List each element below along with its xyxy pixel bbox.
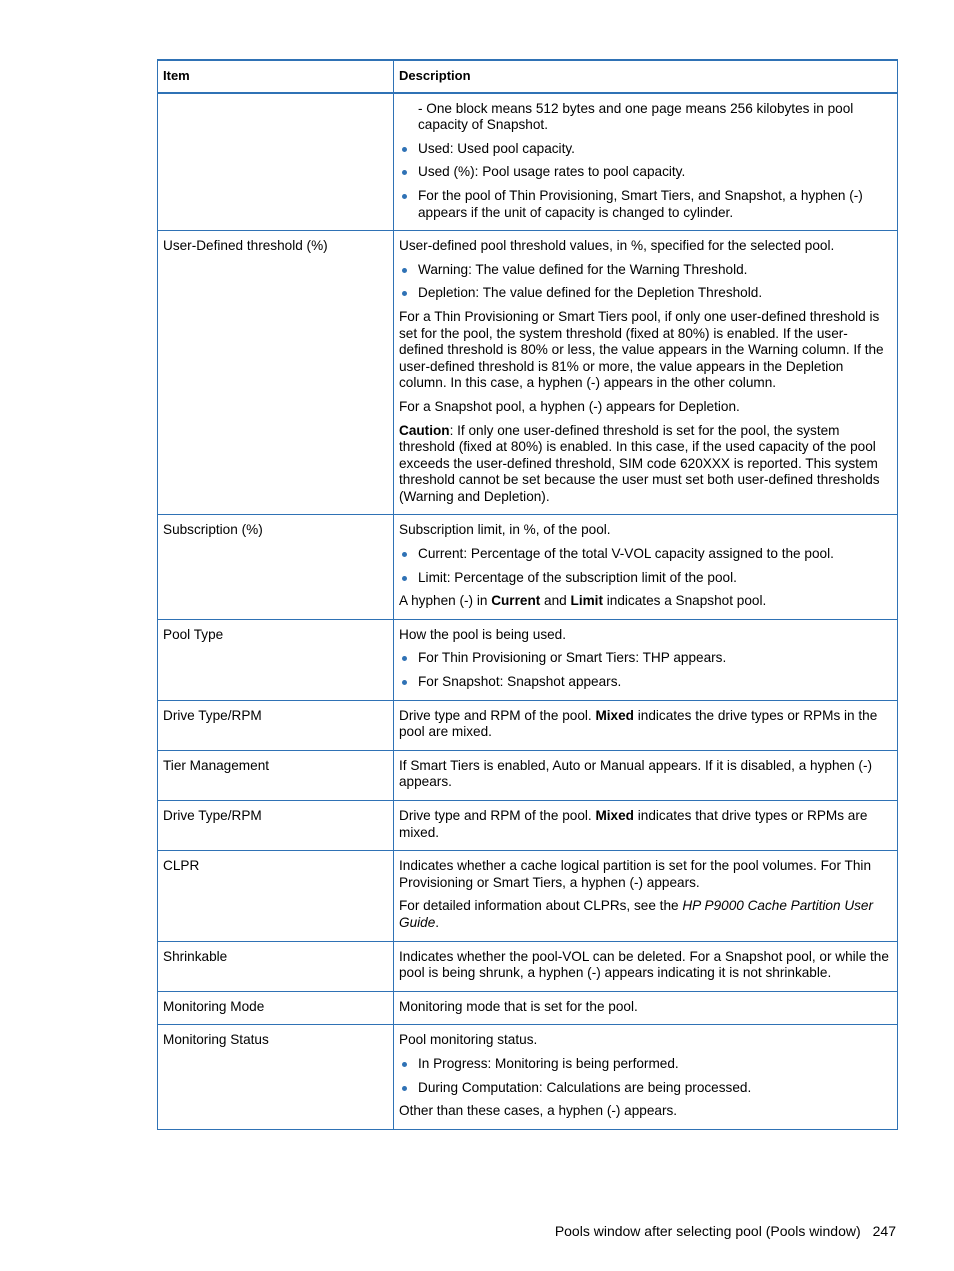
list-item: During Computation: Calculations are being processed.: [399, 1080, 892, 1097]
table-row: [158, 619, 898, 700]
list-item: Used (%): Pool usage rates to pool capacity.: [399, 164, 892, 181]
row-description-monitoring-mode: Monitoring mode that is set for the pool.: [394, 991, 898, 1025]
bullet-list: [399, 262, 892, 302]
header-item: Item: [158, 60, 394, 93]
caution-note: [399, 423, 892, 506]
row-description-tier-management: If Smart Tiers is enabled, Auto or Manual appears. If it is disabled, a hyphen (-) appears.: [394, 750, 898, 800]
row-description-threshold: [394, 231, 898, 515]
row-item-capacity: [158, 93, 394, 231]
table-row: [158, 1025, 898, 1129]
guide-title: HP P9000 Cache Partition User Guide: [399, 898, 874, 930]
row-item-subscription: Subscription (%): [158, 515, 394, 619]
drive-type-text: [399, 708, 892, 741]
row-description-pool-type: [394, 619, 898, 700]
capacity-note: - One block means 512 bytes and one page means 256 kilobytes in pool capacity of Snapshot.: [418, 100, 854, 133]
note-text: and: [540, 593, 571, 609]
row-description-clpr: [394, 851, 898, 941]
description-table: [157, 59, 898, 1130]
row-item-pool-type: Pool Type: [158, 619, 394, 700]
threshold-paragraph: For a Thin Provisioning or Smart Tiers pool, if only one user-defined threshold is set for the pool, the system threshold (fixed at 80%) is enabled. If the user-defined threshold is 80% or less, the value appears in the Warning column. If the user-defined threshold is 81% or more, the value appears in the Depletion column. In this case, a hyphen (-) appears in the other column.: [399, 308, 884, 391]
row-description-drive-type: [394, 700, 898, 750]
row-item-tier-management: Tier Management: [158, 750, 394, 800]
row-item-shrinkable: Shrinkable: [158, 941, 394, 991]
text-span: For detailed information about CLPRs, see the: [399, 898, 683, 914]
page-number: 247: [872, 1223, 896, 1239]
row-description-monitoring-status: [394, 1025, 898, 1129]
header-description: Description: [394, 60, 898, 93]
table-header-row: [158, 60, 898, 93]
table-row: [158, 750, 898, 800]
bold-span: Mixed: [595, 707, 634, 723]
note-bold: Current: [491, 593, 541, 609]
caution-text: : If only one user-defined threshold is set for the pool, the system threshold (fixed at 80%) is enabled. In this case, if the used capacity of the pool exceeds the user-defined threshold, SIM code 620XXX is reported. This system threshold cannot be set because the user must set both user-defined thresholds (Warning and Depletion).: [399, 422, 880, 504]
row-item-drive-type: Drive Type/RPM: [158, 700, 394, 750]
row-item-monitoring-status: Monitoring Status: [158, 1025, 394, 1129]
list-item: In Progress: Monitoring is being performed.: [399, 1056, 892, 1073]
table-row: [158, 941, 898, 991]
list-item: Current: Percentage of the total V-VOL capacity assigned to the pool.: [399, 546, 892, 563]
bullet-list: [399, 1056, 892, 1096]
footer-section-title: Pools window after selecting pool (Pools window): [554, 1223, 861, 1239]
text-span: indicates the drive types or RPMs in the pool are mixed.: [399, 707, 878, 740]
note-bold: Limit: [570, 593, 603, 609]
threshold-snapshot-note: For a Snapshot pool, a hyphen (-) appears for Depletion.: [399, 398, 740, 414]
row-item-clpr: CLPR: [158, 851, 394, 941]
row-description-drive-type-2: [394, 801, 898, 851]
table-row: [158, 700, 898, 750]
row-item-monitoring-mode: Monitoring Mode: [158, 991, 394, 1025]
drive-type-text: [399, 808, 892, 841]
bullet-list: [399, 546, 892, 586]
row-description-capacity: [394, 93, 898, 231]
table-row: [158, 991, 898, 1025]
text-span: .: [435, 914, 440, 930]
text-span: Drive type and RPM of the pool.: [399, 808, 596, 823]
text-span: Drive type and RPM of the pool.: [399, 707, 596, 723]
list-item: Warning: The value defined for the Warning Threshold.: [399, 262, 892, 279]
list-item: For Snapshot: Snapshot appears.: [399, 674, 892, 691]
bullet-list: [399, 141, 892, 221]
table-row: [158, 93, 898, 231]
note-text: indicates a Snapshot pool.: [603, 593, 767, 609]
bold-span: Mixed: [595, 808, 634, 823]
clpr-reference: [399, 898, 892, 931]
table-row: [158, 515, 898, 619]
list-item: For the pool of Thin Provisioning, Smart Tiers, and Snapshot, a hyphen (-) appears if the unit of capacity is changed to cylinder.: [399, 188, 892, 221]
row-item-drive-type-2: Drive Type/RPM: [158, 801, 394, 851]
page-footer: [555, 1223, 896, 1239]
row-item-threshold: User-Defined threshold (%): [158, 231, 394, 515]
subscription-intro: Subscription limit, in %, of the pool.: [399, 522, 611, 538]
monitoring-status-intro: Pool monitoring status.: [399, 1032, 538, 1048]
subscription-note: [399, 593, 892, 610]
pool-type-intro: How the pool is being used.: [399, 626, 567, 642]
list-item: Used: Used pool capacity.: [399, 141, 892, 158]
row-description-subscription: [394, 515, 898, 619]
text-span: indicates that drive types or RPMs are mixed.: [399, 808, 868, 840]
list-item: Limit: Percentage of the subscription limit of the pool.: [399, 570, 892, 587]
row-description-shrinkable: Indicates whether the pool-VOL can be deleted. For a Snapshot pool, or while the pool is being shrunk, a hyphen (-) appears indicating it is not shrinkable.: [394, 941, 898, 991]
table-row: [158, 231, 898, 515]
monitoring-status-outro: Other than these cases, a hyphen (-) appears.: [399, 1103, 678, 1119]
note-text: A hyphen (-) in: [399, 593, 492, 609]
bullet-list: [399, 650, 892, 690]
table-row: [158, 851, 898, 941]
list-item: For Thin Provisioning or Smart Tiers: THP appears.: [399, 650, 892, 667]
caution-label: Caution: [399, 422, 450, 438]
list-item: Depletion: The value defined for the Depletion Threshold.: [399, 285, 892, 302]
clpr-paragraph: Indicates whether a cache logical partition is set for the pool volumes. For Thin Provisioning or Smart Tiers, a hyphen (-) appears.: [399, 858, 871, 890]
threshold-intro: User-defined pool threshold values, in %, specified for the selected pool.: [399, 238, 835, 254]
table-row: [158, 801, 898, 851]
